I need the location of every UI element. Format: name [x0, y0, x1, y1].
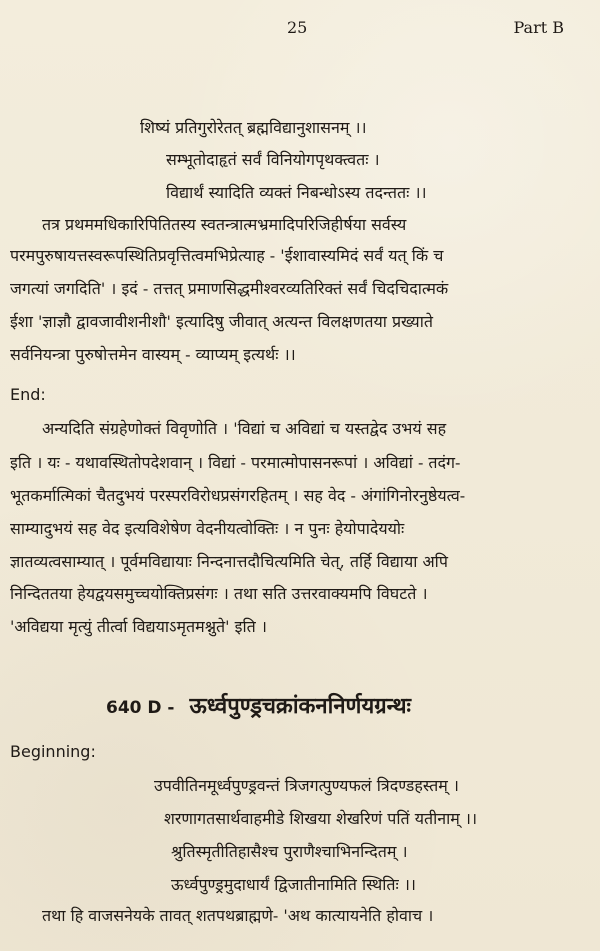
bottom-verse-line-4: ऊर्ध्वपुण्ड्रमुदाधार्यं द्विजातीनामिति स्थितिः ।। [171, 875, 416, 894]
final-line: तथा हि वाजसनेयके तावत् शतपथब्राह्मणे- 'अथ कात्यायनेति होवाच । [42, 906, 434, 925]
manuscript-number: 640 D - [106, 698, 175, 718]
end-prose-line-3: भूतकर्मात्मिकां चैतदुभयं परस्परविरोधप्रसंगरहितम् । सह वेद - अंगांगिनोरनुष्ठेयत्व- [10, 486, 466, 505]
bottom-verse-line-2: शरणागतसार्थवाहमीडे शिखया शेखरिणं पतिं यतीनाम् ।। [164, 809, 478, 828]
manuscript-title: ऊर्ध्वपुण्ड्रचक्रांकननिर्णयग्रन्थः [189, 693, 411, 719]
part-label: Part B [513, 18, 564, 37]
end-prose-line-7: 'अविद्यया मृत्युं तीर्त्वा विद्ययाऽमृतमश्नुते' इति । [10, 617, 267, 636]
end-prose-line-2: इति । यः - यथावस्थितोपदेशवान् । विद्यां - परमात्मोपासनरूपां । अविद्यां - तदंग- [10, 453, 461, 472]
verse-line-1: शिष्यं प्रतिगुरोरेतत् ब्रह्मविद्यानुशासनम् ।। [140, 118, 367, 137]
verse-line-2: सम्भूतोदाहृतं सर्वं विनियोगपृथक्त्वतः । [166, 150, 380, 169]
end-prose-line-4: साम्यादुभयं सह वेद इत्यविशेषेण वेदनीयत्वोक्तिः । न पुनः हेयोपादेययोः [10, 519, 405, 538]
end-label: End: [10, 385, 46, 404]
beginning-prose-line-5: सर्वनियन्त्रा पुरुषोत्तमेन वास्यम् - व्याप्यम् इत्यर्थः ।। [10, 345, 296, 364]
beginning-prose-line-1: तत्र प्रथममधिकारिपितितस्य स्वतन्त्रात्मभ्रमादिपरिजिहीर्षया सर्वस्य [42, 215, 407, 234]
beginning-prose-line-3: जगत्यां जगदिति' । इदं - तत्तत् प्रमाणसिद्धमीश्वरव्यतिरिक्तं सर्वं चिदचिदात्मकं [10, 279, 449, 298]
verse-line-3: विद्यार्थं स्यादिति व्यक्तं निबन्धोऽस्य तदन्ततः ।। [166, 183, 427, 202]
end-prose-line-1: अन्यदिति संग्रहेणोक्तं विवृणोति । 'विद्यां च अविद्यां च यस्तद्वेद उभयं सह [42, 419, 447, 438]
bottom-verse-line-1: उपवीतिनमूर्ध्वपुण्ड्रवन्तं त्रिजगत्पुण्यफलं त्रिदण्डहस्तम् । [154, 776, 459, 795]
end-prose-line-6: निन्दिततया हेयद्वयसमुच्चयोक्तिप्रसंगः । तथा सति उत्तरवाक्यमपि विघटते । [10, 584, 428, 603]
bottom-verse-line-3: श्रुतिस्मृतीतिहासैश्च पुराणैश्चाभिनन्दितम् । [171, 842, 408, 861]
end-prose-line-5: ज्ञातव्यत्वसाम्यात् । पूर्वमविद्यायाः निन्दनात्तदौचित्यमिति चेत्, तर्हि विद्याया अपि [10, 552, 448, 571]
beginning-label: Beginning: [10, 742, 96, 761]
beginning-prose-line-2: परमपुरुषायत्तस्वरूपस्थितिप्रवृत्तित्वमभिप्रेत्याह - 'ईशावास्यमिदं सर्वं यत् किं च [10, 246, 444, 265]
page-number: 25 [287, 18, 308, 37]
beginning-prose-line-4: ईशा 'ज्ञाज्ञौ द्वावजावीशनीशौ' इत्यादिषु जीवात् अत्यन्त विलक्षणतया प्रख्याते [10, 312, 433, 331]
manuscript-heading [106, 690, 566, 720]
